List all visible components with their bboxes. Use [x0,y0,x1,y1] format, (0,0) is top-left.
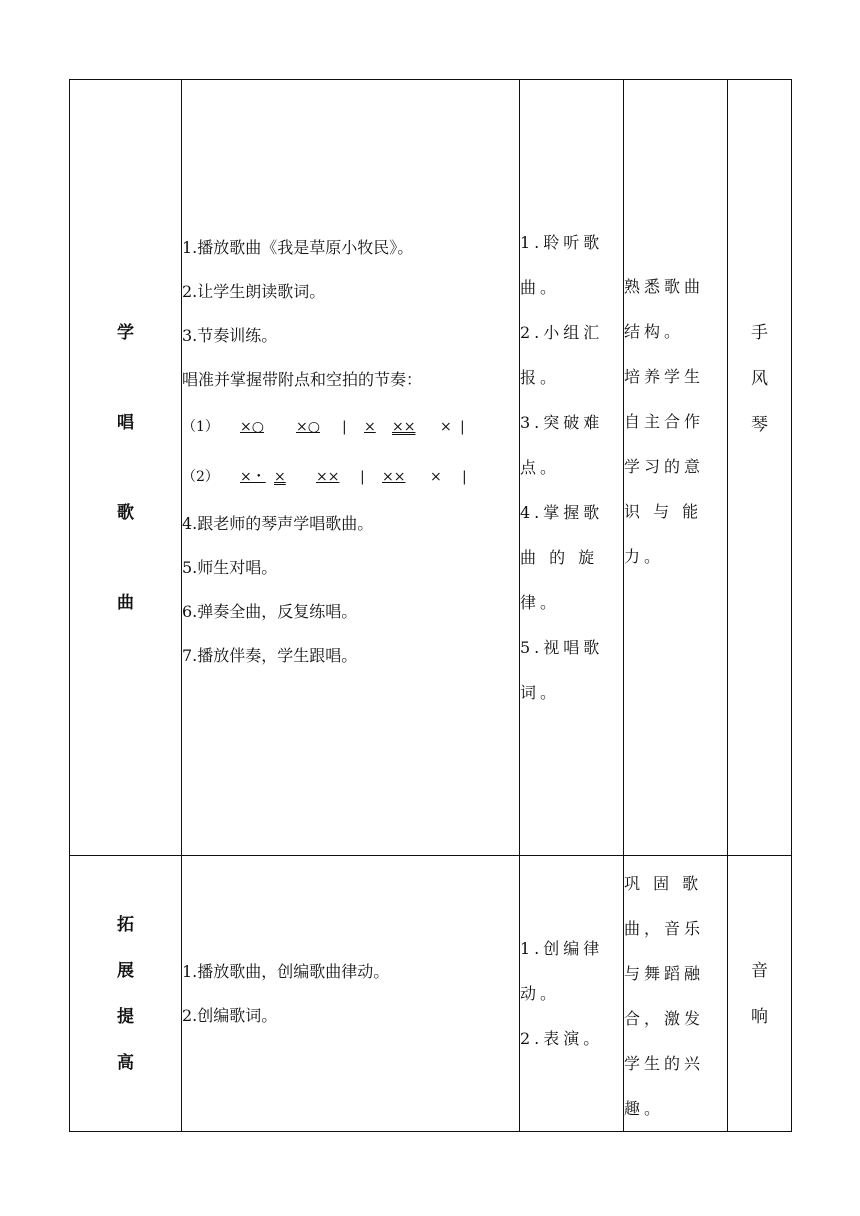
stage-label: 学 唱 歌 曲 [117,322,134,613]
student-activity-cell: 1.创编律 动。 2.表演。 [520,856,624,1132]
table-row-extension [70,856,792,1132]
stage-label: 拓 展 提 高 [117,914,134,1073]
teaching-tools-cell: 音 响 [728,856,792,1132]
design-intent-cell: 熟悉歌曲 结构。 培养学生 自主合作 学习的意 识 与 能 力。 [624,80,728,856]
teacher-activity-cell [182,856,520,1132]
step-line: 4.跟老师的琴声学唱歌曲。 [182,514,374,533]
step-line: 2.创编歌词。 [182,1005,278,1025]
step-line: 3.节奏训练。 [182,326,278,345]
stage-cell [70,856,182,1132]
rhythm-pattern-1: （1） ×○ ×○ | × ×× × | [182,419,465,435]
student-activity-cell: 1.聆听歌 曲。 2.小组汇 报。 3.突破难 点。 4.掌握歌 曲 的 旋 律。 5.视唱歌 词。 [520,80,624,856]
step-line: 2.让学生朗读歌词。 [182,282,326,301]
step-line: 7.播放伴奏，学生跟唱。 [182,646,358,665]
design-intent-cell: 巩 固 歌 曲，音乐 与舞蹈融 合，激发 学生的兴 趣。 [624,856,728,1132]
lesson-plan-table [69,79,792,1132]
teacher-activity-cell [182,80,520,856]
step-line: 6.弹奏全曲，反复练唱。 [182,602,358,621]
rhythm-pattern-2: （2） ×・ × ×× | ×× × | [182,469,467,485]
step-line: 1.播放歌曲，创编歌曲律动。 [182,961,390,981]
step-line: 1.播放歌曲《我是草原小牧民》。 [182,238,414,257]
table-row-learn-song [70,80,792,856]
step-line: 唱准并掌握带附点和空拍的节奏： [182,370,423,389]
teaching-tools-cell: 手 风 琴 [728,80,792,856]
step-line: 5.师生对唱。 [182,558,278,577]
stage-cell [70,80,182,856]
